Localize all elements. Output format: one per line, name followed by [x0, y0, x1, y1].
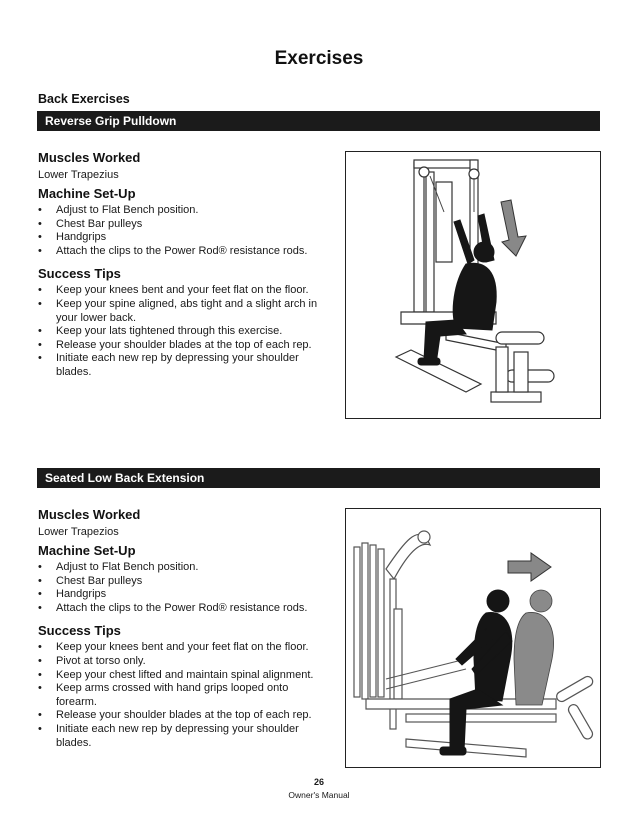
list-item: • Keep your chest lifted and maintain spinal alignment.: [38, 669, 318, 683]
section-heading: Back Exercises: [38, 92, 130, 106]
list-item: • Pivot at torso only.: [38, 655, 318, 669]
list-item: • Initiate each new rep by depressing your shoulder blades.: [38, 723, 318, 750]
back-extension-figure-svg: [346, 509, 600, 767]
tips-heading: Success Tips: [38, 266, 121, 282]
tips-list: [38, 284, 318, 379]
setup-heading: Machine Set-Up: [38, 186, 136, 201]
setup-list: [38, 204, 318, 258]
list-item: • Handgrips: [38, 588, 318, 602]
list-item: • Adjust to Flat Bench position.: [38, 561, 318, 575]
list-item: • Adjust to Flat Bench position.: [38, 204, 318, 218]
list-item: • Chest Bar pulleys: [38, 575, 318, 589]
setup-list: [38, 561, 318, 615]
exercise-2-text: [38, 507, 318, 750]
exercise-title-bar: Reverse Grip Pulldown: [37, 111, 600, 131]
list-item: • Keep arms crossed with hand grips looped onto forearm.: [38, 682, 318, 709]
muscles-worked: Lower Trapezios: [38, 526, 119, 538]
exercise-1-text: [38, 150, 318, 380]
setup-heading: Machine Set-Up: [38, 543, 136, 558]
list-item: • Release your shoulder blades at the top of each rep.: [38, 339, 318, 353]
muscles-heading: Muscles Worked: [38, 150, 141, 165]
page-title: Exercises: [274, 48, 364, 69]
pulldown-figure-svg: [346, 152, 600, 418]
list-item: • Keep your spine aligned, abs tight and a slight arch in your lower back.: [38, 298, 318, 325]
muscles-heading: Muscles Worked: [38, 507, 141, 522]
list-item: • Attach the clips to the Power Rod® resistance rods.: [38, 245, 318, 259]
list-item: • Chest Bar pulleys: [38, 218, 318, 232]
exercise-illustration: [345, 151, 601, 419]
exercise-title-bar: Seated Low Back Extension: [37, 468, 600, 488]
list-item: • Release your shoulder blades at the top of each rep.: [38, 709, 318, 723]
list-item: • Attach the clips to the Power Rod® resistance rods.: [38, 602, 318, 616]
tips-list: [38, 641, 318, 750]
list-item: • Keep your knees bent and your feet flat on the floor.: [38, 641, 318, 655]
footer-label: Owner's Manual: [288, 790, 350, 800]
muscles-worked: Lower Trapezius: [38, 169, 119, 181]
list-item: • Keep your lats tightened through this exercise.: [38, 325, 318, 339]
page-number: 26: [313, 777, 324, 787]
list-item: • Initiate each new rep by depressing your shoulder blades.: [38, 352, 318, 379]
exercise-illustration: [345, 508, 601, 768]
tips-heading: Success Tips: [38, 623, 121, 639]
list-item: • Handgrips: [38, 231, 318, 245]
list-item: • Keep your knees bent and your feet flat on the floor.: [38, 284, 318, 298]
